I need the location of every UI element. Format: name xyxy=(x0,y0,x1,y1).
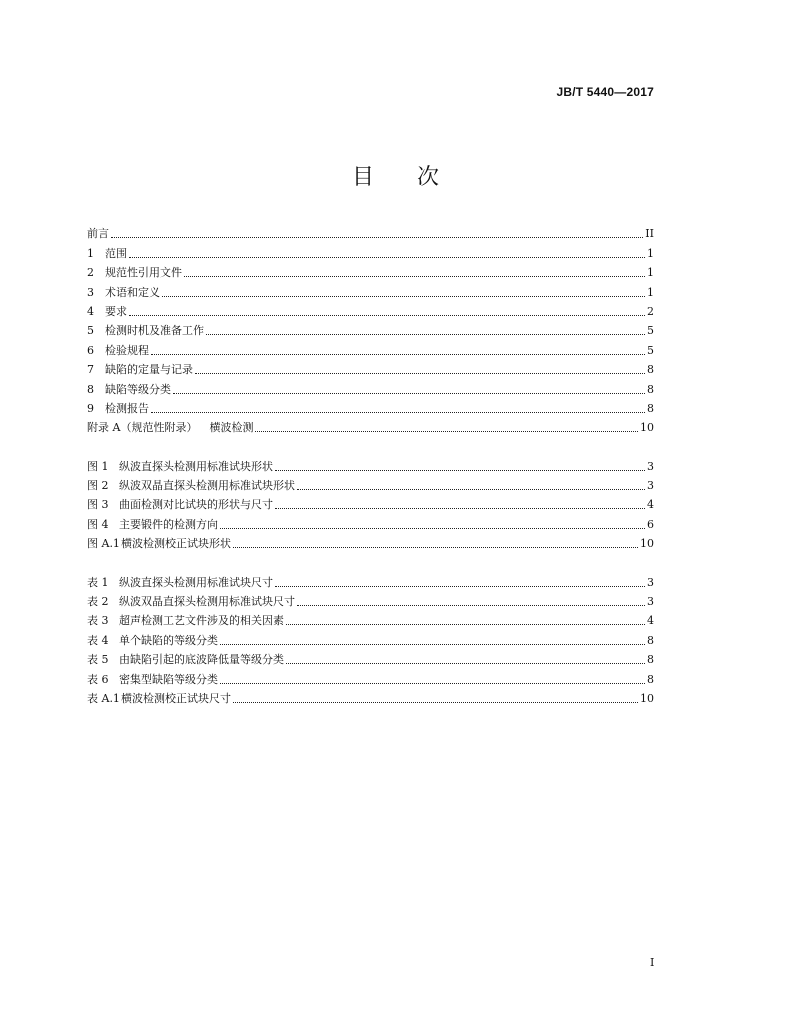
toc-entry-text: 密集型缺陷等级分类 xyxy=(119,672,218,686)
toc-entry-page: 8 xyxy=(647,382,654,396)
toc-entry-page: 3 xyxy=(647,595,654,609)
toc-entry-label xyxy=(87,518,218,532)
toc-tables xyxy=(87,570,654,706)
toc-entry-section-1[interactable] xyxy=(87,241,654,260)
toc-entry-table-4[interactable] xyxy=(87,628,654,647)
toc-entry-page: 5 xyxy=(647,343,654,357)
toc-entry-number: 5 xyxy=(87,324,94,338)
toc-entry-text: 横波检测校正试块尺寸 xyxy=(121,691,231,705)
toc-entry-label xyxy=(87,460,273,474)
toc-entry-label xyxy=(87,692,231,706)
toc-entry-label xyxy=(87,673,218,687)
toc-entry-label xyxy=(87,286,160,300)
toc-entry-section-8[interactable] xyxy=(87,377,654,396)
toc-entry-text: 横波检测校正试块形状 xyxy=(121,537,231,551)
toc-entry-appendix-a[interactable] xyxy=(87,416,654,435)
toc-entry-text: 缺陷等级分类 xyxy=(105,382,171,396)
toc-entry-table-6[interactable] xyxy=(87,667,654,686)
toc-entry-number: 图 2 xyxy=(87,479,109,493)
toc-entry-foreword[interactable] xyxy=(87,222,654,241)
dot-leader xyxy=(275,507,645,509)
toc-entry-table-1[interactable] xyxy=(87,570,654,589)
toc-entry-label xyxy=(87,383,171,397)
toc-entry-page: 8 xyxy=(647,653,654,667)
page-number: I xyxy=(650,956,655,969)
toc-entry-label xyxy=(87,344,149,358)
dot-leader xyxy=(129,314,645,316)
toc-entry-label xyxy=(87,247,127,261)
toc-entry-page: 3 xyxy=(647,575,654,589)
toc-entry-label: 前言 xyxy=(87,227,109,241)
dot-leader xyxy=(286,623,645,625)
toc-entry-number: 图 3 xyxy=(87,498,109,512)
dot-leader xyxy=(173,392,645,394)
dot-leader xyxy=(206,333,645,335)
toc-entry-page: 3 xyxy=(647,479,654,493)
toc-entry-number: 8 xyxy=(87,382,94,396)
toc-entry-number: 6 xyxy=(87,343,94,357)
toc-entry-label xyxy=(87,498,273,512)
table-of-contents xyxy=(87,222,654,725)
toc-entry-number: 表 3 xyxy=(87,614,109,628)
toc-entry-text: 纵波直探头检测用标准试块形状 xyxy=(119,459,273,473)
dot-leader xyxy=(151,411,645,413)
toc-entry-number: 4 xyxy=(87,304,94,318)
toc-entry-number: 表 A.1 xyxy=(87,691,120,705)
dot-leader xyxy=(297,488,645,490)
appendix-type: （规范性附录） xyxy=(120,421,198,435)
toc-entry-page: 4 xyxy=(647,614,654,628)
toc-entry-section-4[interactable] xyxy=(87,300,654,319)
toc-entry-section-3[interactable] xyxy=(87,280,654,299)
toc-entry-number: 9 xyxy=(87,401,94,415)
toc-entry-number: 表 2 xyxy=(87,595,109,609)
toc-entry-text: 缺陷的定量与记录 xyxy=(105,363,193,377)
toc-entry-section-7[interactable] xyxy=(87,358,654,377)
toc-sections xyxy=(87,222,654,435)
toc-entry-page: 10 xyxy=(640,537,654,551)
dot-leader xyxy=(111,236,643,238)
toc-entry-page: 3 xyxy=(647,459,654,473)
toc-entry-page: 1 xyxy=(647,246,654,260)
toc-entry-number: 表 5 xyxy=(87,653,109,667)
toc-entry-page: 8 xyxy=(647,672,654,686)
toc-entry-text: 纵波双晶直探头检测用标准试块形状 xyxy=(119,479,295,493)
toc-entry-page: II xyxy=(645,227,654,241)
toc-entry-number: 图 4 xyxy=(87,517,109,531)
toc-entry-figure-2[interactable] xyxy=(87,474,654,493)
toc-entry-number: 表 6 xyxy=(87,672,109,686)
toc-entry-page: 2 xyxy=(647,304,654,318)
toc-entry-text: 超声检测工艺文件涉及的相关因素 xyxy=(119,614,284,628)
toc-figures xyxy=(87,454,654,551)
toc-entry-number: 附录 A xyxy=(87,421,121,435)
toc-entry-page: 5 xyxy=(647,324,654,338)
toc-entry-label xyxy=(87,576,273,590)
toc-entry-text: 规范性引用文件 xyxy=(105,266,182,280)
toc-entry-number: 7 xyxy=(87,363,94,377)
toc-entry-section-2[interactable] xyxy=(87,261,654,280)
toc-entry-table-3[interactable] xyxy=(87,609,654,628)
toc-entry-label xyxy=(87,305,127,319)
toc-entry-page: 8 xyxy=(647,363,654,377)
toc-entry-section-5[interactable] xyxy=(87,319,654,338)
toc-entry-text: 曲面检测对比试块的形状与尺寸 xyxy=(119,498,273,512)
dot-leader xyxy=(233,546,638,548)
toc-entry-label xyxy=(87,614,284,628)
toc-entry-number: 2 xyxy=(87,266,94,280)
toc-entry-label xyxy=(87,595,295,609)
dot-leader xyxy=(184,275,645,277)
dot-leader xyxy=(286,662,645,664)
toc-entry-page: 8 xyxy=(647,633,654,647)
page-title xyxy=(0,160,791,191)
toc-entry-label xyxy=(87,402,149,416)
dot-leader xyxy=(275,585,645,587)
toc-entry-number: 3 xyxy=(87,285,94,299)
toc-entry-label xyxy=(87,421,253,435)
toc-entry-text: 术语和定义 xyxy=(105,285,160,299)
toc-entry-text: 单个缺陷的等级分类 xyxy=(119,633,218,647)
toc-entry-text: 检测报告 xyxy=(105,401,149,415)
toc-entry-number: 表 4 xyxy=(87,633,109,647)
dot-leader xyxy=(233,701,638,703)
toc-entry-page: 1 xyxy=(647,285,654,299)
toc-entry-text: 横波检测 xyxy=(209,421,254,435)
toc-entry-label xyxy=(87,634,218,648)
toc-entry-page: 8 xyxy=(647,401,654,415)
toc-entry-figure-a1[interactable] xyxy=(87,532,654,551)
dot-leader xyxy=(297,604,645,606)
toc-entry-text: 纵波双晶直探头检测用标准试块尺寸 xyxy=(119,595,295,609)
toc-entry-text: 检测时机及准备工作 xyxy=(105,324,204,338)
dot-leader xyxy=(220,643,645,645)
toc-entry-label xyxy=(87,324,204,338)
toc-entry-text: 纵波直探头检测用标准试块尺寸 xyxy=(119,575,273,589)
dot-leader xyxy=(195,372,645,374)
toc-entry-text: 主要锻件的检测方向 xyxy=(119,517,218,531)
toc-entry-table-2[interactable] xyxy=(87,590,654,609)
toc-entry-label xyxy=(87,653,284,667)
toc-entry-figure-4[interactable] xyxy=(87,512,654,531)
toc-entry-page: 4 xyxy=(647,498,654,512)
toc-entry-section-6[interactable] xyxy=(87,338,654,357)
dot-leader xyxy=(162,295,645,297)
dot-leader xyxy=(220,682,645,684)
toc-entry-label xyxy=(87,266,182,280)
toc-entry-label xyxy=(87,537,231,551)
toc-entry-figure-1[interactable] xyxy=(87,454,654,473)
toc-entry-page: 10 xyxy=(640,691,654,705)
toc-entry-number: 图 1 xyxy=(87,459,109,473)
title-char-1: 目 xyxy=(351,165,374,190)
toc-entry-text: 由缺陷引起的底波降低量等级分类 xyxy=(119,653,284,667)
dot-leader xyxy=(220,527,645,529)
toc-entry-page: 6 xyxy=(647,517,654,531)
toc-entry-text: 要求 xyxy=(105,304,127,318)
dot-leader xyxy=(129,256,645,258)
toc-entry-table-5[interactable] xyxy=(87,648,654,667)
toc-entry-figure-3[interactable] xyxy=(87,493,654,512)
toc-entry-number: 1 xyxy=(87,246,94,260)
toc-entry-text: 检验规程 xyxy=(105,343,149,357)
toc-entry-text: 范围 xyxy=(105,246,127,260)
dot-leader xyxy=(151,353,645,355)
toc-entry-number: 表 1 xyxy=(87,575,109,589)
toc-entry-section-9[interactable] xyxy=(87,397,654,416)
toc-entry-page: 1 xyxy=(647,266,654,280)
toc-entry-table-a1[interactable] xyxy=(87,687,654,706)
toc-entry-label xyxy=(87,363,193,377)
dot-leader xyxy=(275,469,645,471)
dot-leader xyxy=(255,430,638,432)
standard-code: JB/T 5440—2017 xyxy=(556,85,654,99)
toc-entry-page: 10 xyxy=(640,421,654,435)
toc-entry-label xyxy=(87,479,295,493)
toc-entry-number: 图 A.1 xyxy=(87,537,120,551)
title-char-2: 次 xyxy=(417,165,440,190)
